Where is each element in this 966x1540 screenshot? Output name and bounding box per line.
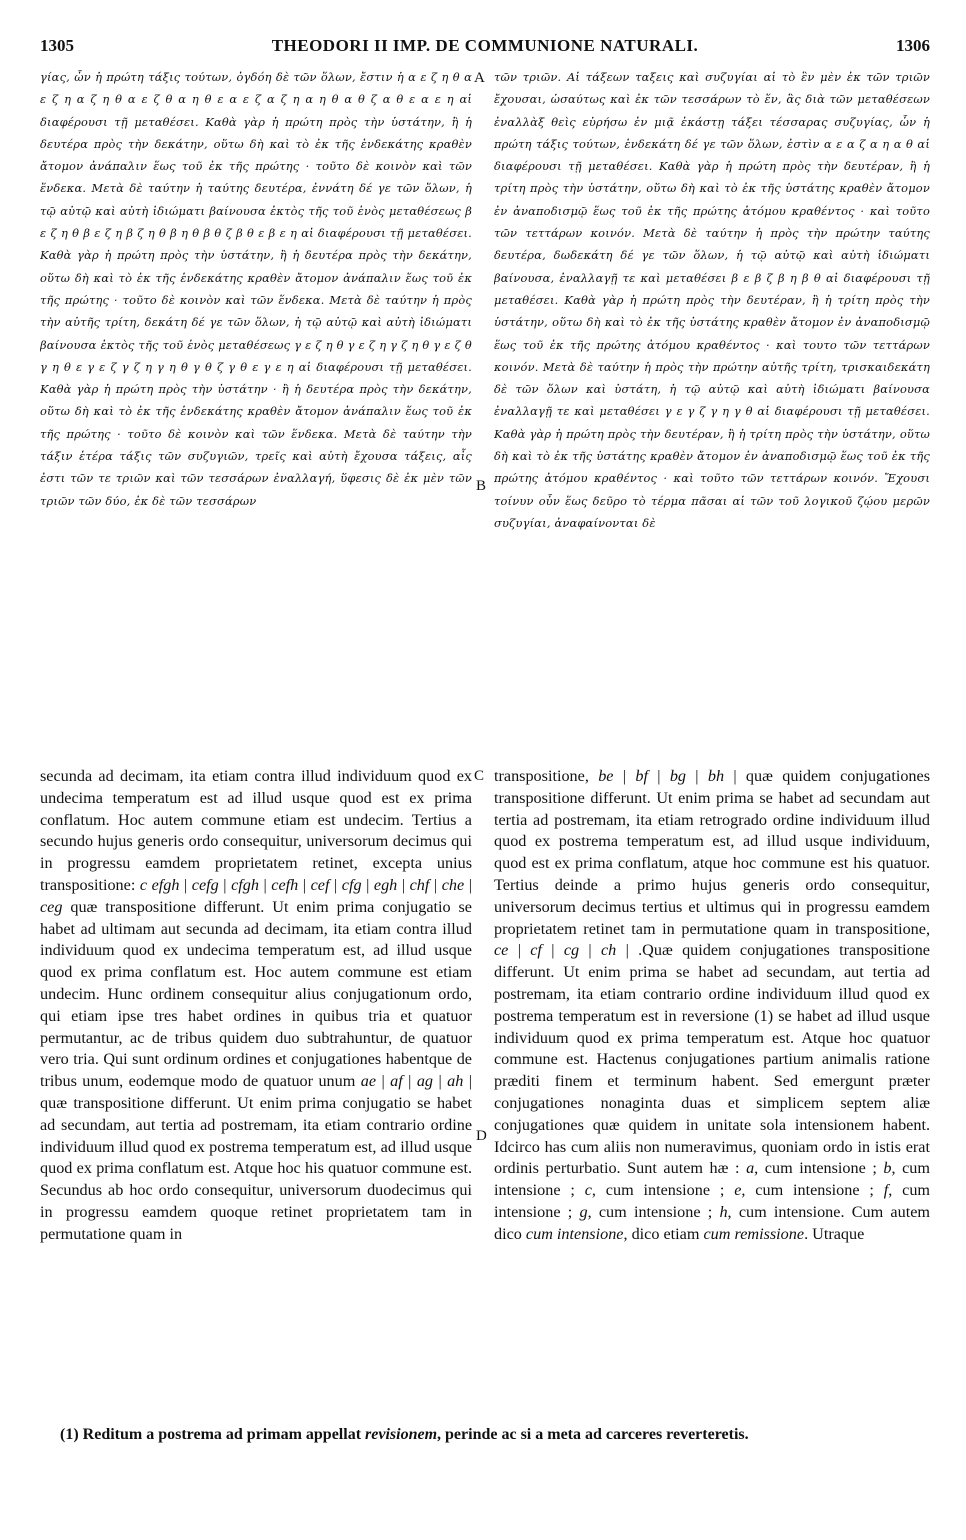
italic-run: g [579,1202,588,1221]
greek-column-left [40,66,472,754]
italic-run: f [883,1181,889,1200]
italic-run: cg [563,941,580,960]
footnote-text-end: , perinde ac si a meta ad carceres reverteretis. [437,1426,749,1443]
running-title: THEODORI II IMP. DE COMMUNIONE NATURALI. [271,36,699,55]
footnote [60,1426,940,1444]
page-number-left: 1305 [40,36,74,55]
latin-text-right: transpositione, be | bf | bg | bh | quæ quidem conjugationes transpositione differunt. Ut enim prima se habet ad secundam aut tertia ad postremam, ita etiam retrogrado ordine individuum illud quod ex postrema temperatum est, ad illud usque individuum, quod est ex prima conflatum, atque hoc commune est his quatuor. Tertius deinde a primo hujus generis ordo consequitur, universorum decimus tertius et ultimus qui in progressu eamdem proprietatem retinet tam in permutatione quam in transpositione, ce | cf | cg | ch | .Quæ quidem conjugationes transpositione differunt. Ut enim prima se habet ad secundam, aut tertia ad postremam, ita etiam contrario ordine individuum illud quod ex postrema temperatum est in reversione (1) se habet ad illud usque individuum quod ex prima temperatum est. Atque hoc quatuor commune est. Hactenus conjugationes partium animalis ratione præditi finem et terminum habent. Sed emergunt præter conjugationes nonaginta duas et simplicem septem aliæ conjugationes quæ quidem in unitate sola intensionem habent. Idcirco has cum aliis non numeravimus, quoniam ordo in istis erat ordinis perturbatio. Sunt autem hæ : a, cum intensione ; b, cum intensione ; c, cum intensione ; e, cum intensione ; f, cum intensione ; g, cum intensione ; h, cum intensione. Cum autem dico cum intensione, dico etiam cum remissione. Utraque [494,767,930,1243]
margin-marker-b: B [476,478,487,494]
italic-run: ch [600,941,617,960]
italic-run: egh [373,875,398,894]
italic-run: ceg [40,897,63,916]
italic-run: bh [707,767,725,785]
footnote-italic-term: revisionem [365,1426,438,1443]
italic-run: cefh [271,875,299,894]
italic-run: ag [416,1072,434,1091]
italic-run: c efgh [139,875,180,894]
italic-run: bg [669,767,686,785]
latin-column-right [494,766,930,1418]
margin-marker-d: D [476,1128,487,1144]
italic-run: a [746,1159,755,1178]
italic-run: e [734,1181,742,1200]
greek-column-right [494,66,930,754]
margin-marker-c: C [474,768,485,784]
italic-run: af [390,1072,403,1091]
page-number-right: 1306 [896,36,930,55]
italic-run: cf [530,941,542,960]
latin-text-left: secunda ad decimam, ita etiam contra illud individuum quod ex undecima temperatum est ad illud usque quod est ex prima conflatum. Hoc autem commune etiam est undecim. Tertius a secundo hujus generis ordo consequitur, universorum decimus qui in progressu eamdem proprietatem retinet, excepta unius transpositione: c efgh | cefg | cfgh | cefh | cef | cfg | egh | chf | che | ceg quæ transpositione differunt. Ut enim prima conjugatio se habet ad ultimam aut secunda ad decimam, ita etiam contra illud individuum quod ex undecima temperatum est, ad illud usque quod ex prima conflatum est. Hoc autem commune est etiam undecim. Hunc ordinem consequitur alius conjugationum ordo, qui etiam ipse tres habet ordines in quibus tria et quatuor permutantur, ac de tribus quidem duo subtrahuntur, de quatuor vero tria. Qui sunt ordinum ordines et conjugationes habentque de tribus unum, eodemque modo de quatuor unum ae | af | ag | ah | quæ transpositione differunt. Ut enim prima conjugatio se habet ad secundam, aut tertia ad postremam, ita etiam contrario ordine individuum illud quod ex postrema temperatum est, ad illud usque quod ex prima conflatum est. Atque hoc his quatuor commune est. Secundus ab hoc ordo consequitur, universorum duodecimus qui in progressu eamdem quoque retinet proprietatem tam in permutatione quam in [40,767,472,1243]
italic-run: h [719,1202,728,1221]
italic-run: c [584,1181,592,1200]
italic-run: be [598,767,614,785]
page-header [40,36,930,60]
greek-text-right: τῶν τριῶν. Αἱ τάξεων ταξεις καὶ συζυγίαι αἱ τὸ ἓν μὲν ἐκ τῶν τριῶν ἔχουσαι, ὡσαύτως καὶ ἐκ τῶν τεσσάρων τὸ ἕν, ἃς διὰ τῶν μεταθέσεων ἐναλλὰξ θεὶς εὑρήσω ἐν μιᾷ ἑκάστῃ τάξει τέσσαρας συζυγίας, ὧν ἡ πρώτη τάξις τούτων, ἑνδεκάτη δέ γε τῶν ὅλων, ἐστὶν α ε α ζ α η α θ αἱ διαφέρουσι τῇ μεταθέσει. Καθὰ γὰρ ἡ πρώτη πρὸς τὴν δευτέραν, ἢ ἡ τρίτη πρὸς τὴν ὑστάτην, οὕτω δὴ καὶ τὸ ἐκ τῆς ὑστάτης κραθὲν ἄτομον ἐν ἀναποδισμῷ ἕως τοῦ ἐκ τῆς πρώτης ἀτόμου κραθέντος · καὶ τοῦτο τῶν τεττάρων κοινόν. Μετὰ δὲ ταύτην ἡ πρὸς τὴν πρώτην ταύτης δευτέρα, δωδεκάτη δέ γε τῶν ὅλων, ἡ τῷ αὐτῷ καὶ αὐτὴ ἰδιώματι βαίνουσα, ἐναλλαγῇ τε καὶ μεταθέσει β ε β ζ β η β θ αἱ διαφέρουσι τῇ μεταθέσει. Καθὰ γὰρ ἡ πρώτη πρὸς τὴν δευτέραν, ἢ ἡ τρίτη πρὸς τὴν ὑστάτην, οὕτω δὴ καὶ τὸ ἐκ τῆς ὑστάτης κραθὲν ἄτομον ἐν ἀναποδισμῷ ἕως τοῦ ἐκ τῆς πρώτης ἀτόμου κραθέντος · καὶ τουτο τῶν τεττάρων κοινόν. Μετὰ δὲ ταύτην ἡ πρὸς τὴν πρώτην αὐτῆς τρίτη, τρισκαιδεκάτη δὲ τῶν ὅλων καὶ ὑστάτη, ἡ τῷ αὐτῷ καὶ αὐτὴ ἰδιώματι βαίνουσα ἐναλλαγῇ τε καὶ μεταθέσει γ ε γ ζ γ η γ θ αἱ διαφέρουσι τῇ μεταθέσει. Καθὰ γὰρ ἡ πρώτη πρὸς τὴν δευτέραν, ἢ ἡ τρίτη πρὸς τὴν ὑστάτην, οὕτω δὴ καὶ τὸ ἐκ τῆς ὑστάτης κραθὲν ἄτομον ἐν ἀναποδισμῷ ἕως τοῦ ἐκ τῆς πρώτης ἀτόμου κραθέντος · καὶ τοῦτο τῶν τεττάρων κοινόν. Ἔχουσι τοίνυν οὖν ἕως δεῦρο τὸ τέρμα πᾶσαι αἱ τῶν τοῦ λογικοῦ ζῴου μερῶν συζυγίαι, ἀναφαίνονται δὲ [494,70,930,530]
italic-run: bf [635,767,648,785]
margin-marker-a: A [474,70,485,86]
italic-run: cfg [341,875,362,894]
italic-run: cefg [191,875,219,894]
footnote-text: (1) Reditum a postrema ad primam appellat [60,1426,366,1443]
italic-run: cef [310,875,330,894]
italic-run: cfgh [231,875,259,894]
italic-run: cum intensione [525,1224,624,1243]
italic-run: ae [360,1072,377,1091]
latin-column-left [40,766,472,1418]
greek-text-left: γίας, ὧν ἡ πρώτη τάξις τούτων, ὀγδόη δὲ τῶν ὅλων, ἔστιν ἡ α ε ζ η θ α ε ζ η α ζ η θ α ε ζ θ α η θ ε α ε ζ α ζ η α η θ α θ ζ α θ ε α ε η αἱ διαφέρουσι τῇ μεταθέσει. Καθὰ γὰρ ἡ πρώτη πρὸς τὴν ὑστάτην, ἢ ἡ δευτέρα πρὸς τὴν δεκάτην, οὕτω δὴ καὶ τὸ ἐκ τῆς ἑνδεκάτης κραθὲν ἄτομον ἀνάπαλιν ἕως τοῦ ἐκ τῆς πρώτης · τοῦτο δὲ κοινὸν καὶ τῶν ἕνδεκα. Μετὰ δὲ ταύτην ἡ ταύτης δευτέρα, ἐννάτη δέ γε τῶν ὅλων, ἡ τῷ αὐτῷ καὶ αὐτὴ ἰδιώματι βαίνουσα ἐκτὸς τῆς τοῦ ἑνὸς μεταθέσεως β ε ζ η θ β ε ζ η β ζ η θ β η θ β θ ζ β θ ε β ε η αἱ διαφέρουσι τῇ μεταθέσει. Καθὰ γὰρ ἡ πρώτη πρὸς τὴν ὑστάτην, ἢ ἡ δευτέρα πρὸς τὴν δεκάτην, οὕτω δὴ καὶ τὸ ἐκ τῆς ἑνδεκάτης κραθὲν ἄτομον ἀνάπαλιν ἕως τοῦ ἐκ τῆς πρώτης · τοῦτο δὲ κοινὸν καὶ τῶν ἕνδεκα. Μετὰ δὲ ταύτην ἡ πρὸς τὴν αὐτῆς τρίτη, δεκάτη δέ γε τῶν ὅλων, ἡ τῷ αὐτῷ καὶ αὐτὴ ἰδιώματι βαίνουσα ἐκτὸς τῆς τοῦ ἑνὸς μεταθέσεως γ ε ζ η θ γ ε ζ η γ ζ η θ γ ε ζ θ γ η θ ε γ ε ζ γ ζ η γ η θ γ θ ζ γ θ ε γ ε η αἱ διαφέρουσι τῇ μεταθέσει. Καθὰ γὰρ ἡ πρώτη πρὸς τὴν ὑστάτην · ἢ ἡ δευτέρα πρὸς τὴν δεκάτην, οὕτω δὴ καὶ τὸ ἐκ τῆς ἑνδεκάτης κραθὲν ἄτομον ἀνάπαλιν ἕως τοῦ ἐκ τῆς πρώτης · τοῦτο δὲ κοινὸν καὶ τῶν ἕνδεκα. Μετὰ δὲ ταύτην τὴν τάξιν ἑτέρα τάξις τῶν συζυγιῶν, τρεῖς καὶ αὐτὴ ἔχουσα τάξεις, αἷς ἐστι τῶν τε τριῶν καὶ τῶν τεσσάρων ἐναλλαγή, ὕφεσις δὲ ἐκ μὲν τῶν τριῶν τῶν δύο, ἐκ δὲ τῶν τεσσάρων [40,70,472,508]
italic-run: chf [409,875,430,894]
italic-run: cum remissione [703,1224,805,1243]
italic-run: b [883,1159,892,1178]
italic-run: ce [494,941,509,960]
italic-run: che [441,875,465,894]
italic-run: ah [447,1072,464,1091]
